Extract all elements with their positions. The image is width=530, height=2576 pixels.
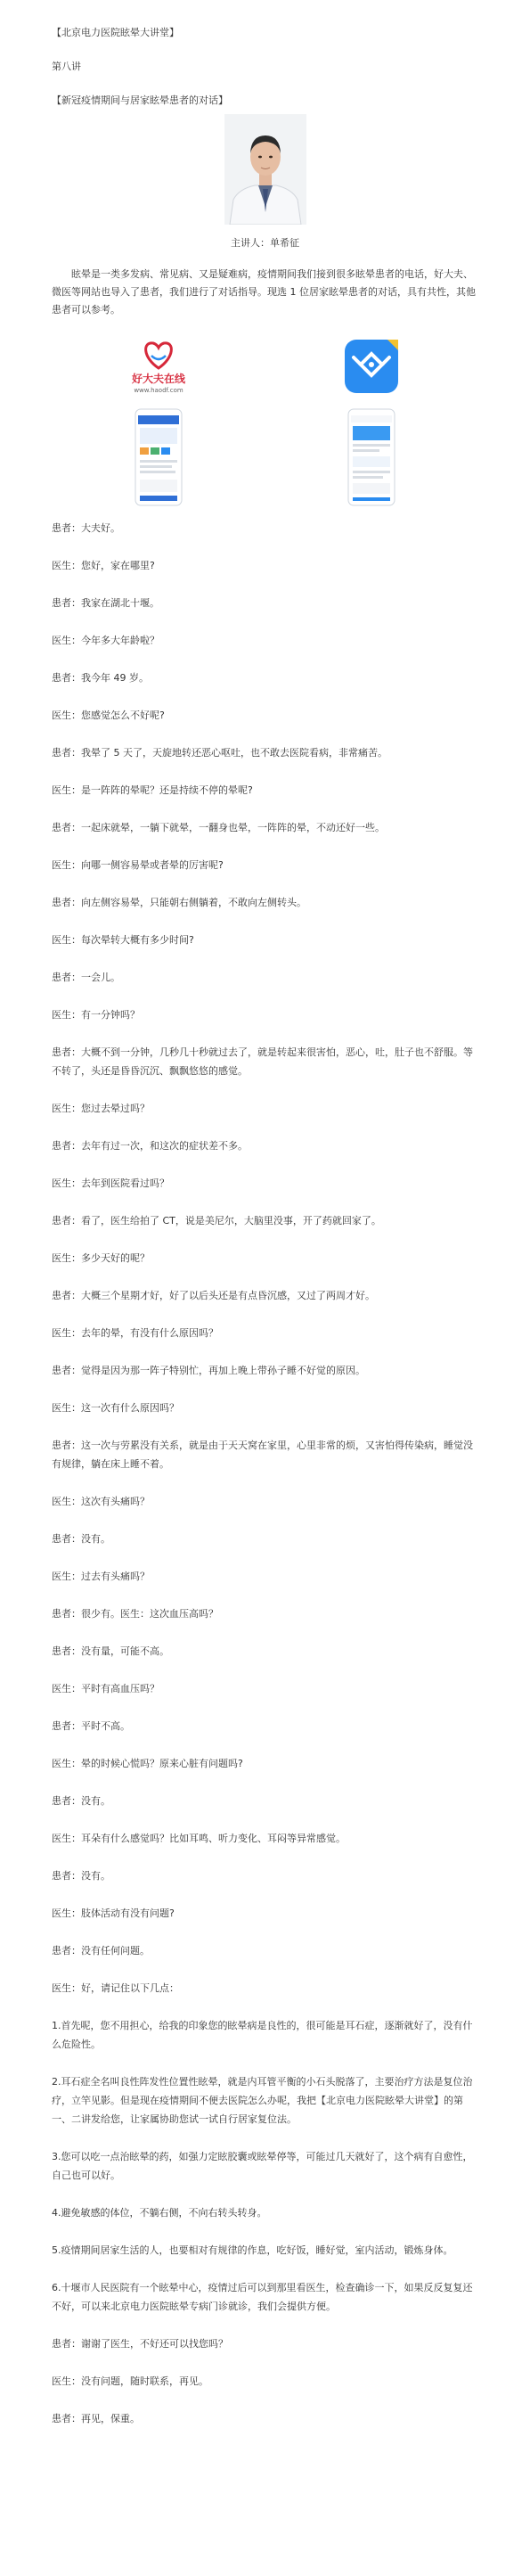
dialog-line: 医生：没有问题，随时联系，再见。 [52,2375,208,2387]
dialog-line: 患者：大概不到一分钟，几秒几十秒就过去了，就是转起来很害怕，恶心，吐，肚子也不舒服。等不转了，头还是昏昏沉沉、飘飘悠悠的感觉。 [52,1046,473,1077]
dialog-line: 医生：向哪一侧容易晕或者晕的厉害呢? [52,859,224,871]
dialog-line: 医生：多少天好的呢？ [52,1252,150,1264]
dialog-line: 患者：平时不高。 [52,1720,130,1732]
dialog-line: 4.避免敏感的体位，不躺右侧，不向右转头转身。 [52,2207,267,2219]
dialog-line: 医生：这一次有什么原因吗？ [52,1402,179,1414]
dialog-line: 3.您可以吃一点治眩晕的药，如强力定眩胶囊或眩晕停等，可能过几天就好了，这个病有自愈性，自己也可以好。 [52,2151,473,2181]
dialog-line: 医生：您感觉怎么不好呢? [52,710,165,721]
dialog-line: 5.疫情期间居家生活的人，也要相对有规律的作息，吃好饭，睡好觉，室内活动，锻炼身体。 [52,2244,453,2256]
haodf-heart-icon [116,338,201,395]
svg-text:好大夫在线: 好大夫在线 [131,373,185,385]
dialog-line: 医生：去年到医院看过吗？ [52,1177,169,1189]
episode-title: 第八讲 [52,61,81,72]
svg-text:www.haodf.com: www.haodf.com [134,387,183,394]
weiyi-column [318,335,425,506]
dialog-list [52,519,478,2428]
dialog-line: 患者：没有量，可能不高。 [52,1645,169,1657]
speaker-caption: 主讲人：单希征 [231,237,299,249]
dialog-line: 患者：谢谢了医生，不好还可以找您吗？ [52,2338,228,2350]
dialog-line: 医生：您好，家在哪里? [52,560,155,571]
dialog-line: 医生：您过去晕过吗？ [52,1103,150,1114]
dialog-line: 医生：晕的时候心慌吗？原来心脏有问题吗? [52,1758,243,1769]
dialog-line: 患者：没有任何问题。 [52,1945,150,1957]
weiyi-app-icon [343,338,400,395]
dialog-line: 患者：很少有。医生：这次血压高吗？ [52,1608,218,1620]
dialog-line: 2.耳石症全名叫良性阵发性位置性眩晕，就是内耳管平衡的小石头脱落了，主要治疗方法是复位治疗，立竿见影。但是现在疫情期间不便去医院怎么办呢，我把【北京电力医院眩晕大讲堂】的第一、二讲发给您，让家属协助您试一试自行居家复位法。 [52,2076,473,2125]
dialog-line: 患者：向左侧容易晕，只能朝右侧躺着，不敢向左侧转头。 [52,897,306,908]
topic-title: 【新冠疫情期间与居家眩晕患者的对话】 [52,94,228,106]
haodf-column [105,335,212,506]
weiyi-logo [343,335,400,398]
haodf-logo [116,335,201,398]
dialog-line: 患者：一会儿。 [52,972,120,983]
dialog-line: 患者：没有。 [52,1533,110,1545]
intro-paragraph: 眩晕是一类多发病、常见病、又是疑难病，疫情期间我们接到很多眩晕患者的电话，好大夫、微医等网站也导入了患者，我们进行了对话指导。现选 1 位居家眩晕患者的对话，具有共性，其他患者可以参考。 [52,268,476,316]
dialog-line: 6.十堰市人民医院有一个眩晕中心，疫情过后可以到那里看医生，检查确诊一下，如果反反复复还不好，可以来北京电力医院眩晕专病门诊就诊，我们会提供方便。 [52,2282,473,2312]
dialog-line: 医生：这次有头痛吗？ [52,1496,150,1507]
weiyi-app-screenshot [347,408,395,506]
dialog-line: 患者：我晕了 5 天了，天旋地转还恶心呕吐，也不敢去医院看病，非常痛苦。 [52,747,387,759]
dialog-line: 医生：肢体活动有没有问题? [52,1907,175,1919]
dialog-line: 患者：这一次与劳累没有关系，就是由于天天窝在家里，心里非常的烦，又害怕得传染病，睡觉没有规律，躺在床上睡不着。 [52,1440,473,1470]
dialog-line: 医生：每次晕转大概有多少时间? [52,934,194,946]
dialog-line: 医生：去年的晕，有没有什么原因吗？ [52,1327,218,1339]
dialog-line: 患者：我今年 49 岁。 [52,672,149,684]
dialog-line: 1.首先呢，您不用担心，给我的印象您的眩晕病是良性的，很可能是耳石症，逐渐就好了，没有什么危险性。 [52,2020,473,2050]
series-title: 【北京电力医院眩晕大讲堂】 [52,27,179,38]
dialog-line: 医生：过去有头痛吗？ [52,1571,150,1582]
dialog-line: 患者：没有。 [52,1870,110,1882]
dialog-line: 医生：是一阵阵的晕呢？还是持续不停的晕呢? [52,784,253,796]
dialog-line: 患者：再见，保重。 [52,2413,140,2424]
dialog-line: 医生：有一分钟吗？ [52,1009,140,1021]
haodf-app-screenshot [135,408,183,506]
dialog-line: 患者：大概三个星期才好，好了以后头还是有点昏沉感，又过了两周才好。 [52,1290,375,1301]
dialog-line: 患者：一起床就晕，一躺下就晕，一翻身也晕，一阵阵的晕，不动还好一些。 [52,822,385,833]
dialog-line: 患者：看了，医生给拍了 CT，说是美尼尔，大脑里没事，开了药就回家了。 [52,1215,381,1226]
dialog-line: 医生：好，请记住以下几点： [52,1982,179,1994]
dialog-line: 患者：觉得是因为那一阵子特别忙，再加上晚上带孙子睡不好觉的原因。 [52,1365,365,1376]
dialog-line: 医生：耳朵有什么感觉吗？比如耳鸣、听力变化、耳闷等异常感觉。 [52,1833,346,1844]
speaker-photo-wrap [52,114,478,228]
speaker-photo [224,114,306,225]
dialog-line: 患者：大夫好。 [52,522,120,534]
dialog-line: 患者：去年有过一次，和这次的症状差不多。 [52,1140,248,1152]
platform-logos [52,335,478,506]
dialog-line: 患者：没有。 [52,1795,110,1807]
dialog-line: 患者：我家在湖北十堰。 [52,597,159,609]
dialog-line: 医生：今年多大年龄啦？ [52,635,159,646]
dialog-line: 医生：平时有高血压吗？ [52,1683,159,1694]
